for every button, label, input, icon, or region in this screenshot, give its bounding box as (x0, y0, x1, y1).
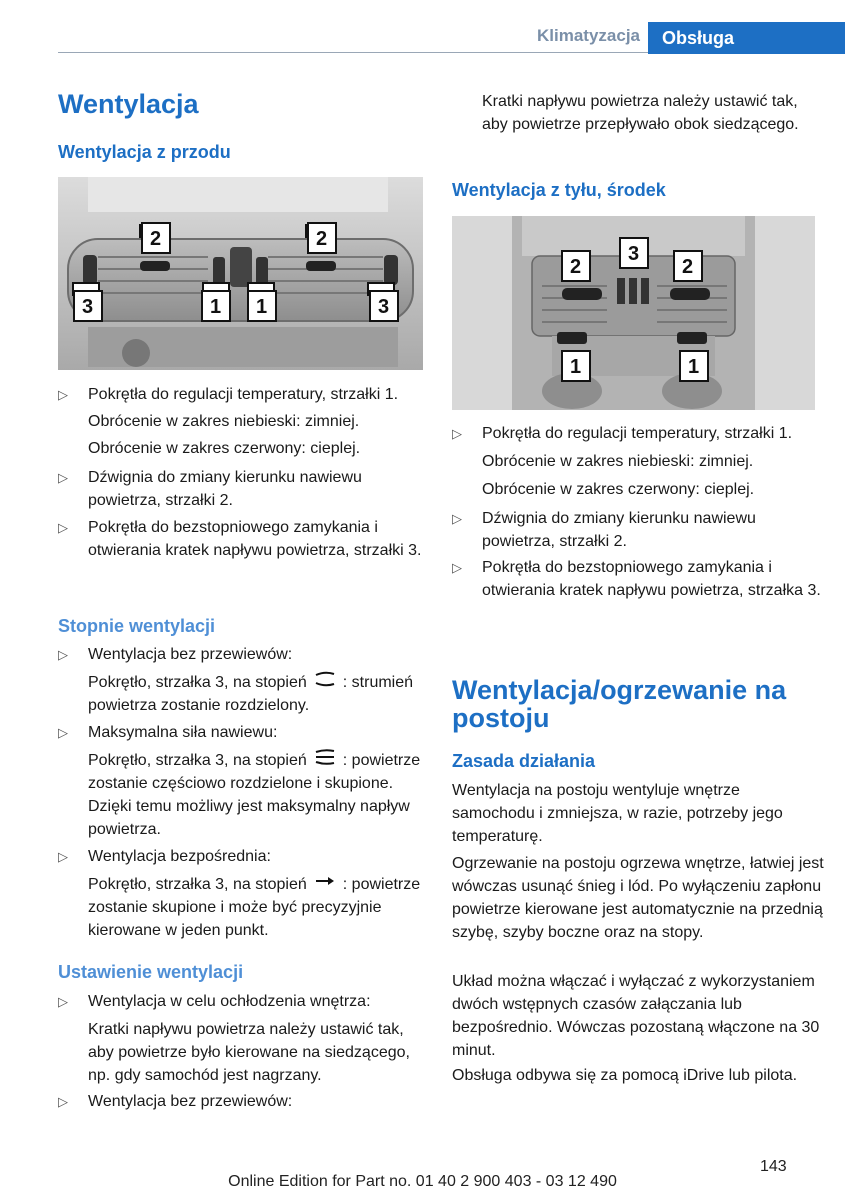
paragraph: Układ można włączać i wyłączać z wykorzystaniem dwóch wstępnych czasów załączania lub bezpośrednio. Wówczas pozostaną włączone na 30 minut. (452, 973, 820, 1059)
list-item (58, 845, 428, 868)
list-item (58, 516, 428, 562)
list-item (452, 507, 824, 553)
list-item (58, 643, 428, 666)
list-item-text: Maksymalna siła nawiewu: (88, 724, 278, 741)
rear-vents-illustration (452, 216, 815, 410)
list-subitem: Pokrętło, strzałka 3, na stopień : powietrze zostanie skupione i może być precyzyjnie kierowane w jeden punkt. (58, 873, 428, 942)
front-vents-image (58, 177, 423, 370)
rear-vents-image (452, 216, 815, 410)
list-subitem: Kratki napływu powietrza należy ustawić tak, aby powietrze było kierowane na siedzącego, np. gdy samochód jest nagrzany. (88, 1021, 410, 1084)
front-label-3b: 3 (378, 296, 390, 318)
rear-label-1a: 1 (570, 356, 582, 378)
triangle-bullet-icon: ▷ (452, 511, 462, 526)
front-label-2a: 2 (150, 228, 162, 250)
diffuse-airflow-icon (313, 671, 337, 694)
footer-text: Online Edition for Part no. 01 40 2 900 403 - 03 12 490 (228, 1173, 617, 1190)
list-item (58, 721, 428, 744)
list-subitem: Obrócenie w zakres niebieski: zimniej. (88, 413, 360, 430)
list-item-text: Dźwignia do zmiany kierunku nawiewu powietrza, strzałki 2. (88, 469, 362, 509)
front-label-2b: 2 (316, 228, 328, 250)
list-item (58, 990, 428, 1013)
rear-label-2a: 2 (570, 256, 582, 278)
rear-label-1b: 1 (688, 356, 700, 378)
triangle-bullet-icon: ▷ (58, 994, 68, 1009)
max-airflow-icon (313, 749, 337, 772)
list-item (58, 383, 428, 406)
list-item (58, 466, 428, 512)
triangle-bullet-icon: ▷ (58, 647, 68, 662)
list-subitem: Kratki napływu powietrza należy ustawić tak, aby powietrze przepływało obok siedzącego. (482, 93, 799, 133)
list-item-text: Dźwignia do zmiany kierunku nawiewu powietrza, strzałki 2. (482, 510, 756, 550)
list-item (452, 556, 824, 602)
triangle-bullet-icon: ▷ (58, 725, 68, 740)
parking-title: Wentylacja/ogrzewanie na postoju (452, 675, 787, 733)
front-label-1b: 1 (256, 296, 268, 318)
list-item-text: Wentylacja bezpośrednia: (88, 848, 271, 865)
front-vents-illustration (58, 177, 423, 370)
list-item-text: Wentylacja bez przewiewów: (88, 646, 293, 663)
header-divider (58, 52, 648, 53)
list-item-text: Wentylacja w celu ochłodzenia wnętrza: (88, 993, 371, 1010)
list-item-text: Pokrętła do regulacji temperatury, strzałki 1. (88, 386, 399, 403)
triangle-bullet-icon: ▷ (58, 387, 68, 402)
front-label-3a: 3 (82, 296, 94, 318)
triangle-bullet-icon: ▷ (452, 426, 462, 441)
list-subitem: Obrócenie w zakres niebieski: zimniej. (482, 453, 754, 470)
rear-heading: Wentylacja z tyłu, środek (452, 180, 666, 200)
paragraph: Wentylacja na postoju wentyluje wnętrze samochodu i zmniejsza, w razie, potrzeby jego temperaturę. (452, 782, 783, 845)
list-item-text: Pokrętła do bezstopniowego zamykania i otwierania kratek napływu powietrza, strzałki 3. (88, 519, 422, 559)
triangle-bullet-icon: ▷ (58, 1094, 68, 1109)
list-item-text: Pokrętła do bezstopniowego zamykania i otwierania kratek napływu powietrza, strzałka 3. (482, 559, 821, 599)
page-number: 143 (760, 1158, 787, 1175)
triangle-bullet-icon: ▷ (58, 849, 68, 864)
principle-heading: Zasada działania (452, 751, 596, 771)
section-tab: Obsługa (648, 22, 845, 54)
triangle-bullet-icon: ▷ (58, 520, 68, 535)
list-item (58, 1090, 428, 1113)
triangle-bullet-icon: ▷ (452, 560, 462, 575)
list-item-text: Pokrętła do regulacji temperatury, strzałki 1. (482, 425, 793, 442)
front-label-1a: 1 (210, 296, 222, 318)
list-subitem: Pokrętło, strzałka 3, na stopień : powietrze zostanie częściowo rozdzielone i skupione. Dzięki temu możliwy jest maksymalny napływ powietrza. (58, 749, 428, 841)
list-item-text: Wentylacja bez przewiewów: (88, 1093, 293, 1110)
triangle-bullet-icon: ▷ (58, 470, 68, 485)
rear-label-3: 3 (628, 243, 640, 265)
list-subitem: Pokrętło, strzałka 3, na stopień : strumień powietrza zostanie rozdzielony. (58, 671, 428, 717)
levels-heading: Stopnie wentylacji (58, 616, 216, 636)
page-title: Wentylacja (58, 89, 199, 119)
list-item (452, 422, 824, 445)
paragraph: Obsługa odbywa się za pomocą iDrive lub pilota. (452, 1067, 798, 1084)
paragraph: Ogrzewanie na postoju ogrzewa wnętrze, łatwiej jest wówczas usunąć śnieg i lód. Po wyłączeniu zapłonu powietrze kierowane jest automatycznie na przednią szybę, szyby boczne oraz na stopy. (452, 855, 824, 941)
direct-airflow-icon (313, 873, 337, 896)
front-heading: Wentylacja z przodu (58, 142, 231, 162)
list-subitem: Obrócenie w zakres czerwony: cieplej. (88, 440, 361, 457)
list-subitem: Obrócenie w zakres czerwony: cieplej. (482, 481, 755, 498)
chapter-title: Klimatyzacja (537, 26, 640, 45)
setting-heading: Ustawienie wentylacji (58, 962, 244, 982)
rear-label-2b: 2 (682, 256, 694, 278)
